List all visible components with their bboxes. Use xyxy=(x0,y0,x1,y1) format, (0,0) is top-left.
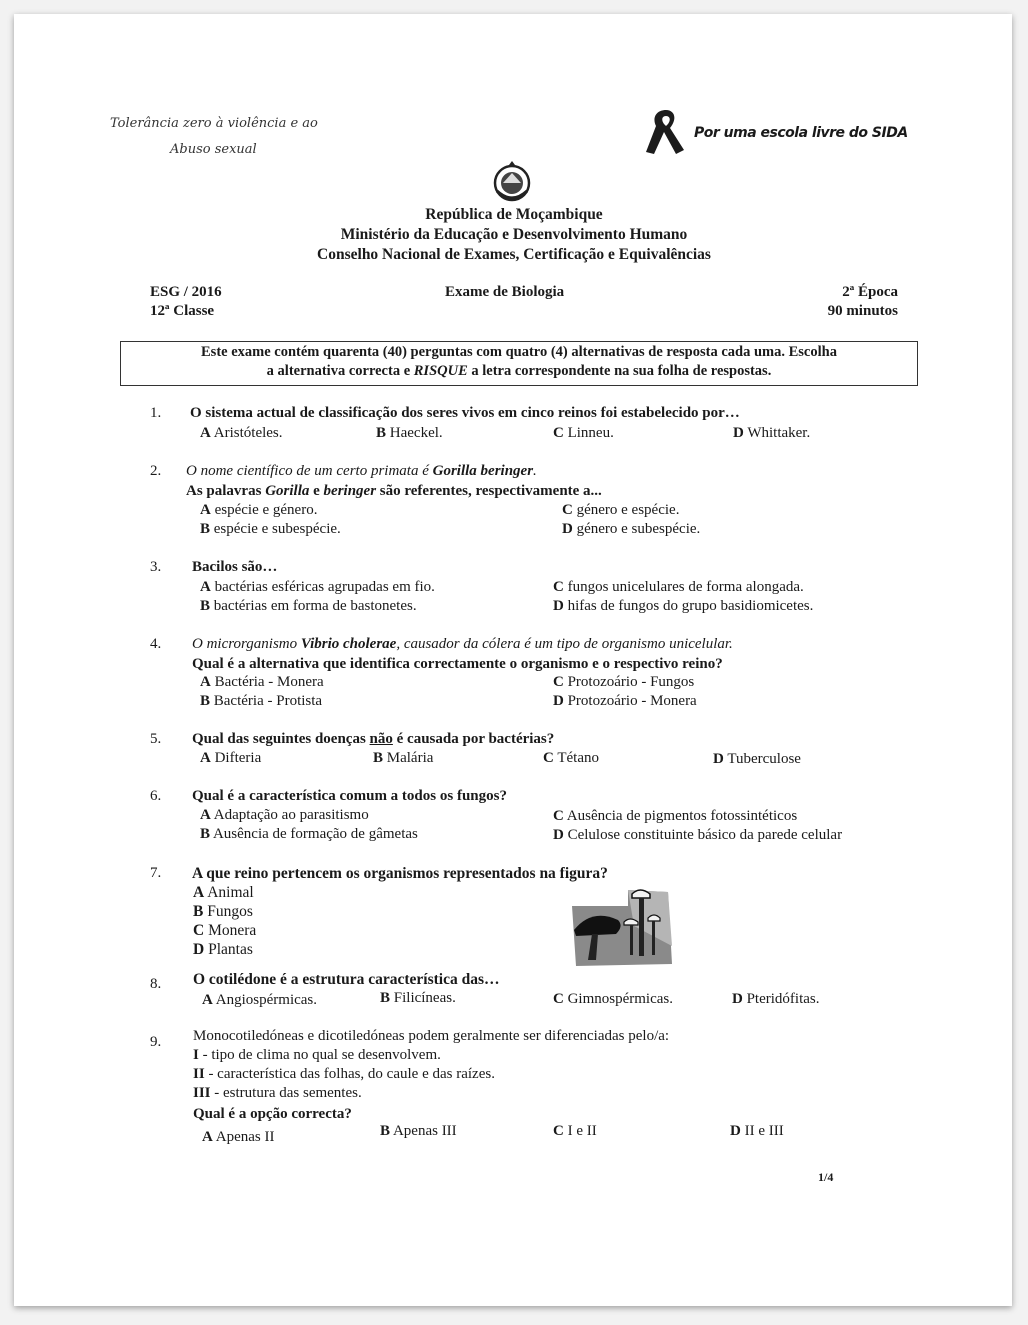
question-8-text: O cotilédone é a estrutura característica das… xyxy=(193,971,500,988)
q4-option-a[interactable]: A Bactéria - Monera xyxy=(200,674,324,690)
q9-option-a[interactable]: A Apenas II xyxy=(202,1129,275,1145)
question-number: 6. xyxy=(150,788,162,804)
q9-statement-2: II - característica das folhas, do caule e das raízes. xyxy=(193,1066,495,1082)
q1-option-a[interactable]: A Aristóteles. xyxy=(200,425,283,441)
exam-grade: 12ª Classe xyxy=(150,303,215,319)
q4-option-b[interactable]: B Bactéria - Protista xyxy=(200,693,323,709)
q7-option-d[interactable]: D Plantas xyxy=(193,941,253,958)
ministry-heading: Ministério da Educação e Desenvolvimento Humano xyxy=(340,226,688,243)
q1-option-c[interactable]: C Linneu. xyxy=(553,425,614,441)
question-4-intro: O microrganismo Vibrio cholerae, causador da cólera é um tipo de organismo unicelular. xyxy=(192,636,733,652)
question-2-intro: O nome científico de um certo primata é Gorilla beringer. xyxy=(186,463,537,479)
question-number: 1. xyxy=(150,405,162,421)
q8-option-a[interactable]: A Angiospérmicas. xyxy=(202,992,318,1008)
question-number: 9. xyxy=(150,1034,162,1050)
exam-duration: 90 minutos xyxy=(827,303,898,319)
violence-slogan-line1: Tolerância zero à violência e ao xyxy=(110,116,318,131)
question-9-text: Monocotiledóneas e dicotiledóneas podem geralmente ser diferenciadas pelo/a: xyxy=(193,1028,670,1044)
q5-option-c[interactable]: C Tétano xyxy=(543,750,599,766)
q7-option-b[interactable]: B Fungos xyxy=(193,903,253,920)
question-5-text: Qual das seguintes doenças não é causada por bactérias? xyxy=(192,731,555,747)
q2-option-d[interactable]: D género e subespécie. xyxy=(562,521,701,537)
aids-slogan: Por uma escola livre do SIDA xyxy=(694,125,908,141)
question-7-text: A que reino pertencem os organismos representados na figura? xyxy=(192,865,608,882)
question-4-text: Qual é a alternativa que identifica correctamente o organismo e o respectivo reino? xyxy=(192,656,723,672)
q2-option-c[interactable]: C género e espécie. xyxy=(562,502,680,518)
q7-option-c[interactable]: C Monera xyxy=(193,922,257,939)
q6-option-c[interactable]: C Ausência de pigmentos fotossintéticos xyxy=(553,808,798,824)
question-number: 8. xyxy=(150,976,162,992)
instructions-box xyxy=(120,341,918,386)
violence-slogan-line2: Abuso sexual xyxy=(170,142,257,157)
exam-season: 2ª Época xyxy=(842,284,898,300)
instructions-line1: Este exame contém quarenta (40) perguntas com quatro (4) alternativas de resposta cada uma. Escolha xyxy=(201,344,837,360)
q4-option-d[interactable]: D Protozoário - Monera xyxy=(553,693,697,709)
q9-option-c[interactable]: C I e II xyxy=(553,1123,597,1139)
question-6-text: Qual é a característica comum a todos os fungos? xyxy=(192,788,507,804)
q3-option-a[interactable]: A bactérias esféricas agrupadas em fio. xyxy=(200,579,435,595)
q7-option-a[interactable]: A Animal xyxy=(193,884,254,901)
q9-statement-1: I - tipo de clima no qual se desenvolvem. xyxy=(193,1047,441,1063)
question-number: 2. xyxy=(150,463,162,479)
question-number: 7. xyxy=(150,865,162,881)
aids-ribbon-icon xyxy=(640,106,692,163)
council-heading: Conselho Nacional de Exames, Certificação e Equivalências xyxy=(317,246,711,263)
q5-option-a[interactable]: A Difteria xyxy=(200,750,262,766)
instructions-line2: a alternativa correcta e RISQUE a letra correspondente na sua folha de respostas. xyxy=(266,363,772,379)
republic-heading: República de Moçambique xyxy=(425,206,603,223)
q3-option-b[interactable]: B bactérias em forma de bastonetes. xyxy=(200,598,417,614)
q1-option-b[interactable]: B Haeckel. xyxy=(376,425,443,441)
mushrooms-figure xyxy=(568,886,674,971)
coat-of-arms-icon xyxy=(489,161,535,210)
q8-option-c[interactable]: C Gimnospérmicas. xyxy=(553,991,673,1007)
q9-question: Qual é a opção correcta? xyxy=(193,1106,352,1122)
q9-statement-3: III - estrutura das sementes. xyxy=(193,1085,362,1101)
q9-option-d[interactable]: D II e III xyxy=(730,1123,784,1139)
q1-option-d[interactable]: D Whittaker. xyxy=(733,425,811,441)
q9-option-b[interactable]: B Apenas III xyxy=(380,1123,457,1139)
q5-option-d[interactable]: D Tuberculose xyxy=(713,751,801,767)
q2-option-a[interactable]: A espécie e género. xyxy=(200,502,318,518)
q4-option-c[interactable]: C Protozoário - Fungos xyxy=(553,674,695,690)
exam-code: ESG / 2016 xyxy=(150,284,222,300)
question-1-text: O sistema actual de classificação dos seres vivos em cinco reinos foi estabelecido por… xyxy=(190,405,740,421)
q3-option-c[interactable]: C fungos unicelulares de forma alongada. xyxy=(553,579,804,595)
q8-option-b[interactable]: B Filicíneas. xyxy=(380,990,456,1006)
page-number: 1/4 xyxy=(818,1170,834,1184)
question-number: 5. xyxy=(150,731,162,747)
question-number: 4. xyxy=(150,636,162,652)
q5-option-b[interactable]: B Malária xyxy=(373,750,434,766)
q6-option-b[interactable]: B Ausência de formação de gâmetas xyxy=(200,826,418,842)
q2-option-b[interactable]: B espécie e subespécie. xyxy=(200,521,341,537)
exam-title: Exame de Biologia xyxy=(445,284,565,300)
question-number: 3. xyxy=(150,559,162,575)
question-3-text: Bacilos são… xyxy=(192,559,278,575)
q3-option-d[interactable]: D hifas de fungos do grupo basidiomicetes. xyxy=(553,598,814,614)
question-2-text: As palavras Gorilla e beringer são referentes, respectivamente a... xyxy=(186,483,602,499)
q6-option-a[interactable]: A Adaptação ao parasitismo xyxy=(200,807,369,823)
q6-option-d[interactable]: D Celulose constituinte básico da parede celular xyxy=(553,827,843,843)
q8-option-d[interactable]: D Pteridófitas. xyxy=(732,991,820,1007)
